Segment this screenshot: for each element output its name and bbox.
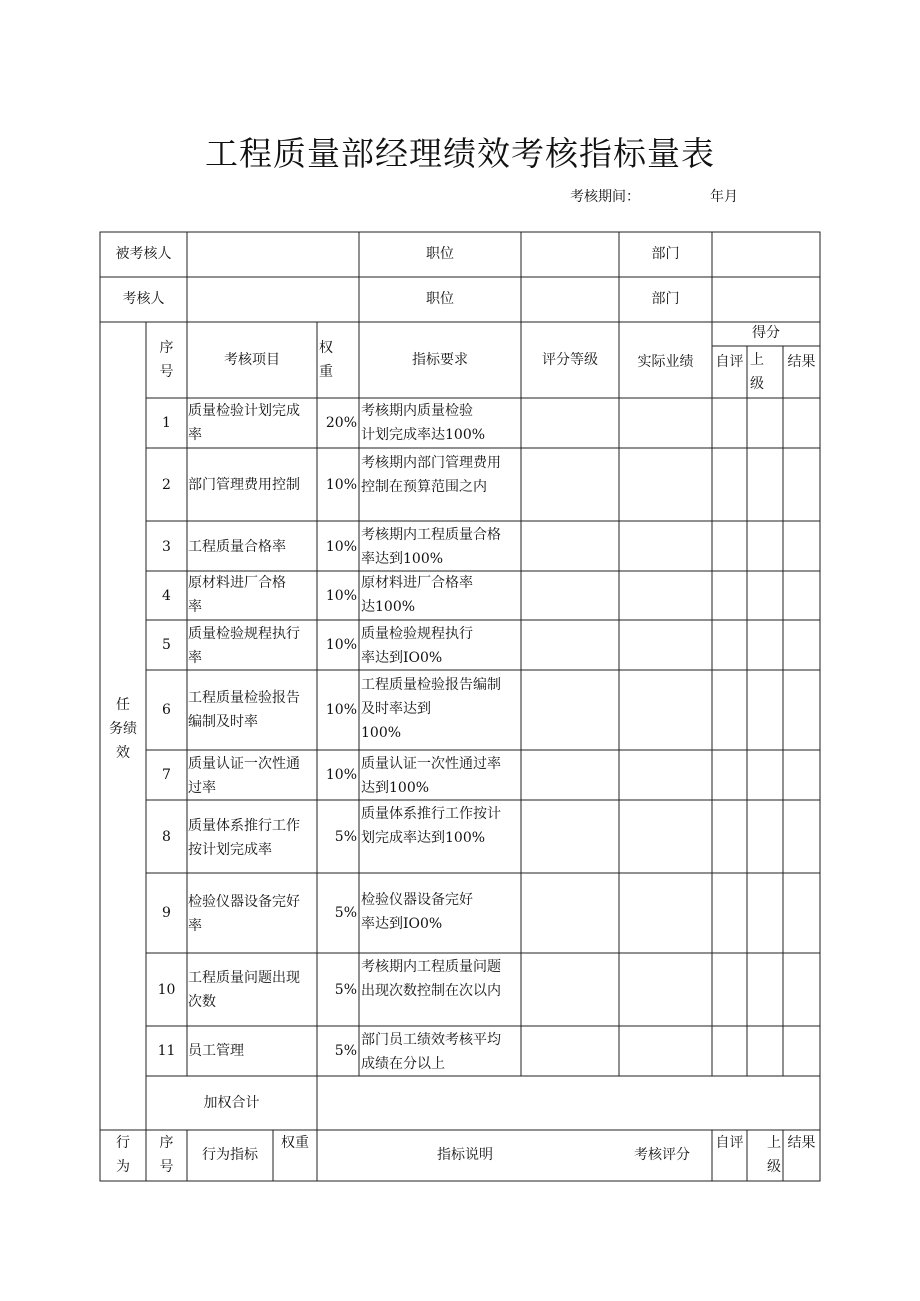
row-item: 员工管理 bbox=[188, 1043, 244, 1059]
row-item: 质量检验规程执行 率 bbox=[188, 626, 300, 666]
row-no: 9 bbox=[162, 905, 171, 921]
row-no: 2 bbox=[162, 477, 171, 493]
row-no: 10 bbox=[157, 982, 176, 998]
row-item: 工程质量检验报告 编制及时率 bbox=[188, 690, 300, 730]
row-no: 8 bbox=[162, 829, 171, 845]
row-requirement: 质量检验规程执行 率达到IO0% bbox=[361, 626, 473, 666]
examinee-label: 被考核人 bbox=[115, 246, 172, 262]
row-item: 质量认证一次性通 过率 bbox=[188, 756, 300, 796]
col-score: 得分 bbox=[752, 325, 780, 341]
col-seq: 序 号 bbox=[159, 340, 174, 380]
row-weight: 10% bbox=[325, 539, 357, 555]
department-label: 部门 bbox=[651, 246, 680, 262]
col-self: 自评 bbox=[715, 354, 744, 370]
row-requirement: 质量体系推行工作按计 划完成率达到100% bbox=[361, 806, 501, 846]
section-behavior-label: 行 为 bbox=[116, 1135, 130, 1175]
position-label: 职位 bbox=[426, 291, 454, 307]
row-no: 7 bbox=[162, 767, 171, 783]
row-weight: 5% bbox=[334, 905, 357, 921]
col-weight: 权 重 bbox=[319, 340, 333, 380]
row-no: 4 bbox=[162, 588, 171, 604]
row-weight: 10% bbox=[325, 588, 357, 604]
row-requirement: 考核期内工程质量合格 率达到100% bbox=[361, 527, 501, 567]
row-weight: 20% bbox=[325, 415, 357, 431]
behavior-col-superior: 上 级 bbox=[767, 1135, 781, 1175]
col-superior: 上 级 bbox=[750, 352, 764, 392]
row-weight: 10% bbox=[325, 767, 357, 783]
row-item: 部门管理费用控制 bbox=[188, 477, 300, 493]
behavior-col-result: 结果 bbox=[787, 1135, 816, 1151]
row-requirement: 检验仪器设备完好 率达到IO0% bbox=[361, 892, 473, 932]
row-weight: 10% bbox=[325, 702, 357, 718]
row-requirement: 考核期内质量检验 计划完成率达100% bbox=[361, 403, 486, 443]
col-result: 结果 bbox=[787, 354, 816, 370]
col-item: 考核项目 bbox=[224, 352, 280, 368]
behavior-col-weight: 权重 bbox=[281, 1135, 309, 1151]
row-item: 质量体系推行工作 按计划完成率 bbox=[188, 818, 300, 858]
row-weight: 5% bbox=[334, 829, 357, 845]
col-grade: 评分等级 bbox=[542, 352, 598, 368]
behavior-col-seq: 序 号 bbox=[159, 1135, 174, 1175]
row-item: 质量检验计划完成 率 bbox=[188, 403, 300, 443]
row-item: 检验仪器设备完好 率 bbox=[188, 894, 300, 934]
row-item: 工程质量合格率 bbox=[188, 539, 286, 555]
row-weight: 10% bbox=[325, 637, 357, 653]
department-label: 部门 bbox=[651, 291, 680, 307]
row-requirement: 考核期内部门管理费用 控制在预算范围之内 bbox=[361, 455, 501, 495]
row-weight: 5% bbox=[334, 982, 357, 998]
row-requirement: 考核期内工程质量问题 出现次数控制在次以内 bbox=[361, 959, 501, 999]
row-item: 工程质量问题出现 次数 bbox=[188, 970, 300, 1010]
row-weight: 10% bbox=[325, 477, 357, 493]
row-no: 5 bbox=[162, 637, 171, 653]
behavior-col-evaluation: 考核评分 bbox=[634, 1147, 690, 1163]
period-label: 考核期间： bbox=[570, 189, 640, 205]
col-requirement: 指标要求 bbox=[412, 352, 468, 368]
row-no: 3 bbox=[162, 539, 171, 555]
row-requirement: 原材料进厂合格率 达100% bbox=[361, 575, 473, 615]
row-no: 11 bbox=[157, 1043, 176, 1059]
col-actual: 实际业绩 bbox=[637, 354, 694, 370]
examiner-label: 考核人 bbox=[122, 291, 165, 307]
row-requirement: 工程质量检验报告编制 及时率达到 100% bbox=[361, 677, 501, 741]
page-title: 工程质量部经理绩效考核指标量表 bbox=[205, 134, 715, 173]
weighted-total-label: 加权合计 bbox=[203, 1095, 260, 1111]
row-requirement: 部门员工绩效考核平均 成绩在分以上 bbox=[361, 1032, 501, 1072]
row-weight: 5% bbox=[334, 1043, 357, 1059]
section-task-label: 任 务绩 效 bbox=[109, 697, 137, 761]
position-label: 职位 bbox=[426, 246, 454, 262]
row-requirement: 质量认证一次性通过率 达到100% bbox=[361, 756, 501, 796]
row-no: 1 bbox=[162, 415, 171, 431]
row-item: 原材料进厂合格 率 bbox=[188, 575, 286, 615]
row-no: 6 bbox=[162, 702, 171, 718]
behavior-col-indicator: 行为指标 bbox=[202, 1147, 258, 1163]
period-unit: 年月 bbox=[710, 189, 738, 205]
behavior-col-explanation: 指标说明 bbox=[437, 1147, 493, 1163]
behavior-col-self: 自评 bbox=[715, 1135, 744, 1151]
